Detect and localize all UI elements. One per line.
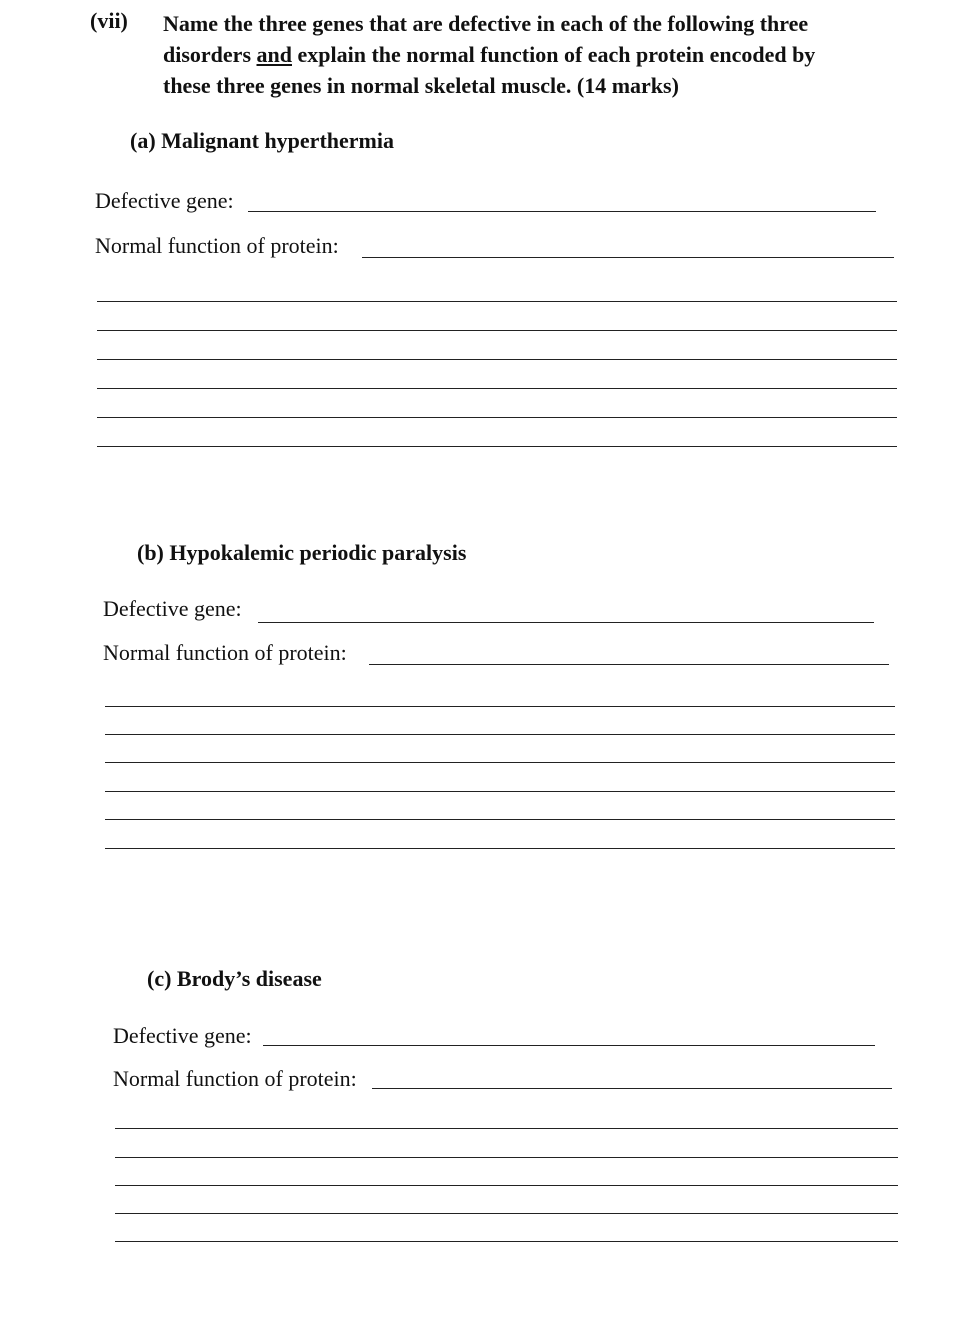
section-a-function-label: Normal function of protein: [95,233,339,258]
section-a-answer-line[interactable] [97,446,897,447]
section-b-answer-line[interactable] [105,762,895,763]
question-text-part-1: Name the three genes that are defective in each of the following three disorders [163,11,809,67]
section-b-answer-line[interactable] [105,819,895,820]
section-c-function-answer-line[interactable] [372,1088,892,1089]
section-c-heading: (c) Brody’s disease [147,966,322,991]
section-a-answer-line[interactable] [97,417,897,418]
section-a-gene-answer-line[interactable] [248,211,876,212]
question-text-part-2: explain the normal function of each protein encoded by these three genes in normal skeletal muscle. (14 marks) [163,42,816,98]
section-b-answer-line[interactable] [105,706,895,707]
section-a-function-answer-line[interactable] [362,257,894,258]
section-b-gene-label: Defective gene: [103,596,242,621]
section-b-function-label: Normal function of protein: [103,640,347,665]
section-b-answer-line[interactable] [105,848,895,849]
section-b-answer-line[interactable] [105,734,895,735]
section-c-answer-line[interactable] [115,1157,898,1158]
section-b-heading: (b) Hypokalemic periodic paralysis [137,540,467,565]
section-a-heading: (a) Malignant hyperthermia [130,128,394,153]
section-a-answer-line[interactable] [97,388,897,389]
question-emphasis: and [256,42,292,67]
section-a-answer-line[interactable] [97,301,897,302]
section-a-gene-label: Defective gene: [95,188,234,213]
section-a-answer-line[interactable] [97,330,897,331]
section-c-answer-line[interactable] [115,1241,898,1242]
section-b-function-answer-line[interactable] [369,664,889,665]
section-a-answer-line[interactable] [97,359,897,360]
section-c-gene-label: Defective gene: [113,1023,252,1048]
question-number: (vii) [90,8,128,33]
section-c-answer-line[interactable] [115,1185,898,1186]
section-c-gene-answer-line[interactable] [263,1045,875,1046]
section-c-function-label: Normal function of protein: [113,1066,357,1091]
section-b-gene-answer-line[interactable] [258,622,874,623]
section-c-answer-line[interactable] [115,1213,898,1214]
section-b-answer-line[interactable] [105,791,895,792]
question-text [163,8,863,101]
section-c-answer-line[interactable] [115,1128,898,1129]
